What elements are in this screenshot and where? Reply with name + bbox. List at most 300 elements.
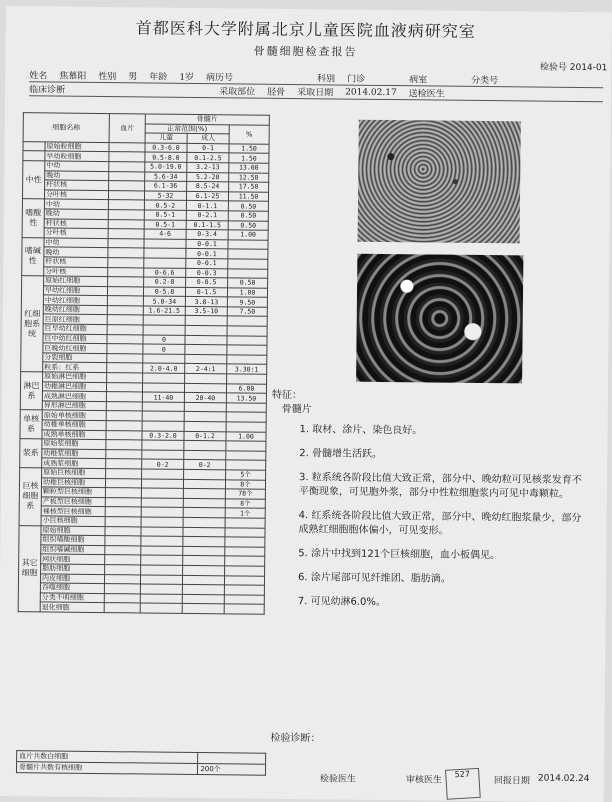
marrow-pct xyxy=(227,345,267,355)
child-range: 0.3-2.0 xyxy=(142,431,184,441)
child-range xyxy=(142,383,184,393)
cell-name: 裸核型巨核细胞 xyxy=(41,506,105,516)
adult-range xyxy=(185,335,227,345)
blood-pct xyxy=(105,488,141,498)
patient-sex: 男 xyxy=(128,72,138,83)
child-range xyxy=(140,584,182,594)
blood-pct xyxy=(107,373,143,383)
header-child: 儿童 xyxy=(145,133,187,143)
cell-name: 幼稚淋巴细胞 xyxy=(42,382,106,392)
cell-name: 异形淋巴细胞 xyxy=(42,401,106,411)
cell-name: 晚幼 xyxy=(44,209,108,219)
cell-name: 杆状核 xyxy=(45,180,109,190)
cell-name: 晚幼红细胞 xyxy=(43,305,107,315)
marrow-pct: 9.50 xyxy=(227,297,267,307)
adult-range: 0-2.1 xyxy=(186,210,228,220)
child-range: 5-32 xyxy=(144,191,186,201)
blood-pct xyxy=(107,334,143,344)
patient-dept: 门诊 xyxy=(347,74,366,85)
name-label: 姓名 xyxy=(29,71,48,82)
child-range: 0-2 xyxy=(142,459,184,469)
adult-range xyxy=(183,508,225,518)
sex-label: 性别 xyxy=(98,71,117,83)
child-range: 6.1-36 xyxy=(145,181,187,191)
marrow-pct xyxy=(228,259,268,269)
marrow-pct xyxy=(225,547,265,557)
cell-name: 分叶核 xyxy=(44,228,108,238)
adult-range xyxy=(182,575,224,585)
blood-pct xyxy=(105,517,141,527)
cell-name: 巨中幼红细胞 xyxy=(43,334,107,344)
cell-name: 原始细胞 xyxy=(41,525,105,535)
adult-range: 0-1.2 xyxy=(184,431,226,441)
cell-name: 晚幼 xyxy=(44,247,108,257)
blood-pct xyxy=(106,401,142,411)
marrow-pct: 17.50 xyxy=(229,182,269,192)
feature-item: 2. 骨髓增生活跃。 xyxy=(299,448,383,460)
child-range xyxy=(141,546,183,556)
marrow-pct xyxy=(226,422,266,432)
adult-range xyxy=(183,527,225,537)
header-marrow: 骨髓片 xyxy=(145,114,269,125)
marrow-pct xyxy=(228,240,268,250)
cell-name: 小巨核细胞 xyxy=(41,516,105,526)
blood-pct xyxy=(107,286,143,296)
marrow-pct xyxy=(225,566,265,576)
marrow-pct: 0.50 xyxy=(228,211,268,221)
hospital-title: 首都医科大学附属北京儿童医院血液病研究室 xyxy=(135,18,476,41)
blood-pct xyxy=(107,315,143,325)
group-label: 其它细胞 xyxy=(18,525,41,612)
cell-name: 分叶核 xyxy=(44,190,108,200)
patient-info xyxy=(29,68,603,102)
cell-name: 中幼 xyxy=(44,238,108,248)
adult-range: 0-0.5 xyxy=(186,277,228,287)
adult-range: 0-0.1 xyxy=(186,239,228,249)
age-label: 年龄 xyxy=(149,72,168,83)
cell-name: 杆状核 xyxy=(44,257,108,267)
adult-range xyxy=(185,354,227,364)
adult-range: 3.2-13 xyxy=(187,162,229,172)
child-range xyxy=(141,565,183,575)
blood-pct xyxy=(108,277,144,287)
child-range xyxy=(141,526,183,536)
ward-label: 病室 xyxy=(409,75,428,86)
child-range: 0.3-6.0 xyxy=(145,143,187,153)
adult-range xyxy=(184,441,226,451)
marrow-pct xyxy=(225,556,265,566)
group-label: 红细胞系统 xyxy=(21,276,44,372)
cell-name: 杆状核 xyxy=(44,218,108,228)
feature-item: 5. 涂片中找到121个巨核细胞，血小板偶见。 xyxy=(298,548,501,562)
cell-name: 组织嗜酸细胞 xyxy=(41,535,105,545)
site-label: 采取部位 xyxy=(219,87,256,98)
adult-range xyxy=(184,402,226,412)
adult-range xyxy=(185,325,227,335)
header-pct: % xyxy=(229,124,269,144)
cell-name: 中幼 xyxy=(45,161,109,171)
report-date: 2014.02.24 xyxy=(537,773,590,785)
child-range xyxy=(141,555,183,565)
marrow-pct xyxy=(227,316,267,326)
report-date-label: 回报日期 xyxy=(493,776,530,787)
child-range: 2.0-4.0 xyxy=(143,363,185,373)
marrow-pct xyxy=(226,403,266,413)
blood-pct xyxy=(106,440,142,450)
cell-name: 粒系：红系 xyxy=(43,362,107,372)
marrow-pct xyxy=(227,355,267,365)
marrow-pct: 1个 xyxy=(225,508,265,518)
adult-range xyxy=(182,604,224,614)
blood-pct xyxy=(108,267,144,277)
blood-pct xyxy=(108,190,144,200)
blood-pct xyxy=(106,421,142,431)
marrow-pct: 1.00 xyxy=(227,288,267,298)
adult-range xyxy=(184,421,226,431)
adult-range xyxy=(182,584,224,594)
marrow-pct: 1.50 xyxy=(229,153,269,163)
group-label: 中性 xyxy=(22,161,44,200)
blood-pct xyxy=(109,171,145,181)
adult-range: 0-2 xyxy=(184,460,226,470)
features-subheading: 骨髓片 xyxy=(281,403,312,416)
adult-range: 0-0.3 xyxy=(186,268,228,278)
bone-marrow-micrograph-high xyxy=(356,254,523,384)
blood-pct xyxy=(108,219,144,229)
date-label: 采取日期 xyxy=(297,88,334,99)
marrow-pct xyxy=(228,268,268,278)
child-range xyxy=(143,325,185,335)
child-range xyxy=(140,603,182,613)
blood-pct xyxy=(106,469,142,479)
cell-count-table xyxy=(18,112,270,614)
child-range xyxy=(142,469,184,479)
adult-range: 20-40 xyxy=(184,393,226,403)
marrow-pct: 8个 xyxy=(225,479,265,489)
features-heading: 特征： xyxy=(271,389,302,402)
blood-pct xyxy=(108,257,144,267)
marrow-pct xyxy=(224,575,264,585)
cell-name: 原始单核细胞 xyxy=(42,410,106,420)
child-range xyxy=(142,440,184,450)
cell-name: 分裂细胞 xyxy=(43,353,107,363)
cell-name: 组织嗜碱细胞 xyxy=(41,545,105,555)
marrow-pct: 12.50 xyxy=(229,172,269,182)
patient-age: 1岁 xyxy=(179,72,195,83)
child-range: 0.5-1 xyxy=(144,219,186,229)
child-range xyxy=(141,479,183,489)
clinical-diagnosis-label: 临床诊断 xyxy=(29,85,66,96)
features-section xyxy=(270,389,592,622)
cell-name: 早幼红细胞 xyxy=(43,286,107,296)
cell-name: 分类不明细胞 xyxy=(40,593,104,603)
header-adult: 成人 xyxy=(187,134,229,144)
marrow-pct: 0.50 xyxy=(228,220,268,230)
marrow-pct: 7.50 xyxy=(227,307,267,317)
marrow-count: 200个 xyxy=(198,764,266,776)
header-blood: 血片 xyxy=(109,114,145,143)
adult-range xyxy=(184,469,226,479)
marrow-pct xyxy=(226,441,266,451)
child-range xyxy=(140,574,182,584)
child-range: 0 xyxy=(143,335,185,345)
child-range: 4-6 xyxy=(144,229,186,239)
child-range xyxy=(142,402,184,412)
reviewer-label: 审核医生 xyxy=(405,775,442,786)
blood-pct xyxy=(105,497,141,507)
blood-pct xyxy=(104,603,140,613)
feature-item: 4. 红系统各阶段比值大致正常，部分中、晚幼红胞浆量少，部分成熟红细胞胞体偏小，可见变形。 xyxy=(298,510,582,537)
cell-name: 网状细胞 xyxy=(41,554,105,564)
child-range: 5.0-19.0 xyxy=(145,162,187,172)
adult-range: 6.1-25 xyxy=(186,191,228,201)
adult-range: 2-4:1 xyxy=(185,364,227,374)
marrow-pct xyxy=(225,518,265,528)
cell-name: 脂肪细胞 xyxy=(41,564,105,574)
adult-range xyxy=(183,479,225,489)
child-range: 0 xyxy=(143,344,185,354)
blood-pct xyxy=(108,200,144,210)
blood-pct xyxy=(109,181,145,191)
blood-pct xyxy=(108,238,144,248)
cell-name: 成熟淋巴细胞 xyxy=(42,391,106,401)
marrow-pct: 1.50 xyxy=(229,144,269,154)
cell-name: 产板型巨核细胞 xyxy=(41,497,105,507)
adult-range: 5.2-20 xyxy=(187,172,229,182)
marrow-pct xyxy=(225,537,265,547)
child-range xyxy=(144,248,186,258)
adult-range: 0-0.1 xyxy=(186,249,228,259)
adult-range xyxy=(185,373,227,383)
examiner-label: 检验医生 xyxy=(319,774,356,785)
child-range xyxy=(144,258,186,268)
child-range xyxy=(141,517,183,527)
marrow-pct xyxy=(224,595,264,605)
cell-name: 原始粒细胞 xyxy=(45,142,109,152)
child-range: 0.2-8 xyxy=(144,277,186,287)
marrow-pct: 78个 xyxy=(225,489,265,499)
group-label: 嗜酸性 xyxy=(22,199,44,238)
blood-pct xyxy=(108,229,144,239)
child-range xyxy=(142,411,184,421)
adult-range xyxy=(184,383,226,393)
marrow-pct: 0.50 xyxy=(228,201,268,211)
child-range xyxy=(141,507,183,517)
child-range xyxy=(143,315,185,325)
header-cell-name: 细胞名称 xyxy=(23,113,109,143)
report-subtitle: 骨髓细胞检查报告 xyxy=(253,44,358,59)
cell-name: 巨原红细胞 xyxy=(43,314,107,324)
blood-pct xyxy=(104,574,140,584)
adult-range: 3.5-10 xyxy=(185,306,227,316)
blood-pct xyxy=(107,344,143,354)
dept-label: 科别 xyxy=(317,74,336,85)
marrow-pct: 6.00 xyxy=(226,383,266,393)
adult-range: 8.5-24 xyxy=(187,182,229,192)
cell-name: 颗粒型巨核细胞 xyxy=(41,487,105,497)
marrow-pct xyxy=(224,585,264,595)
report-paper xyxy=(0,6,612,802)
child-range: 0.5-2 xyxy=(144,200,186,210)
adult-range: 0.1-2.5 xyxy=(187,153,229,163)
blood-pct xyxy=(106,449,142,459)
adult-range xyxy=(183,537,225,547)
cell-name: 吞噬细胞 xyxy=(40,583,104,593)
child-range: 0-6.6 xyxy=(144,267,186,277)
adult-range: 0-3.4 xyxy=(186,230,228,240)
child-range xyxy=(143,354,185,364)
blood-pct xyxy=(106,382,142,392)
adult-range xyxy=(183,517,225,527)
blood-pct xyxy=(105,507,141,517)
adult-range: 3.8-13 xyxy=(185,297,227,307)
blood-pct xyxy=(109,142,145,152)
marrow-pct: 11.50 xyxy=(228,192,268,202)
marrow-count-label: 骨髓片共数有核细胞 xyxy=(16,762,197,775)
cell-name: 幼稚巨核细胞 xyxy=(41,477,105,487)
child-range xyxy=(143,373,185,383)
blood-pct xyxy=(107,296,143,306)
blood-pct xyxy=(107,305,143,315)
marrow-pct xyxy=(226,451,266,461)
table-row xyxy=(18,602,264,614)
marrow-pct: 0.50 xyxy=(228,278,268,288)
marrow-pct xyxy=(228,249,268,259)
cell-name: 幼稚浆细胞 xyxy=(42,449,106,459)
feature-item: 7. 可见幼淋6.0%。 xyxy=(297,596,386,609)
class-label: 分类号 xyxy=(471,75,499,87)
cell-name: 原始淋巴细胞 xyxy=(43,372,107,382)
serial-number: 检验号 2014-01 xyxy=(539,62,608,74)
cell-name: 退化细胞 xyxy=(40,602,104,612)
bone-marrow-micrograph-low xyxy=(358,120,521,244)
group-label: 巨核细胞系 xyxy=(19,468,42,526)
marrow-pct: 1.00 xyxy=(226,431,266,441)
feature-item: 3. 粒系统各阶段比值大致正常，部分中、晚幼粒可见核浆发育不平衡现象，可见胞外浆，部分中性粒细胞浆内可见中毒颗粒。 xyxy=(298,472,582,500)
record-label: 病历号 xyxy=(206,73,234,84)
blood-pct xyxy=(106,430,142,440)
blood-pct xyxy=(105,536,141,546)
blood-pct xyxy=(105,526,141,536)
adult-range xyxy=(183,489,225,499)
header-normal: 正常范围(%) xyxy=(145,124,229,134)
blood-pct xyxy=(105,478,141,488)
marrow-pct xyxy=(227,326,267,336)
child-range: 0-5.8 xyxy=(143,287,185,297)
child-range xyxy=(142,450,184,460)
cell-name: 幼稚单核细胞 xyxy=(42,420,106,430)
blood-pct xyxy=(107,353,143,363)
adult-range xyxy=(183,565,225,575)
doctor-label: 送检医生 xyxy=(408,89,445,100)
marrow-pct: 3.30:1 xyxy=(227,364,267,374)
blood-pct xyxy=(105,555,141,565)
marrow-pct: 8个 xyxy=(225,499,265,509)
marrow-pct: 5个 xyxy=(226,470,266,480)
marrow-pct xyxy=(225,527,265,537)
cell-name: 成熟单核细胞 xyxy=(42,429,106,439)
blood-pct xyxy=(105,545,141,555)
sample-site: 胫骨 xyxy=(267,87,286,98)
marrow-pct xyxy=(227,374,267,384)
blood-pct xyxy=(107,325,143,335)
child-range xyxy=(142,421,184,431)
cell-name: 分叶核 xyxy=(44,266,108,276)
child-range xyxy=(141,498,183,508)
blood-pct xyxy=(108,210,144,220)
blood-pct xyxy=(104,593,140,603)
cell-name: 内皮细胞 xyxy=(40,573,104,583)
blood-pct xyxy=(106,459,142,469)
blood-pct xyxy=(105,564,141,574)
child-range: 0.5-1 xyxy=(144,210,186,220)
blood-pct xyxy=(106,392,142,402)
cell-name: 中幼 xyxy=(44,199,108,209)
cell-name: 原始红细胞 xyxy=(44,276,108,286)
stamp: 527 xyxy=(445,768,481,800)
adult-range: 0.1-1.5 xyxy=(186,220,228,230)
adult-range: 0-1.5 xyxy=(185,287,227,297)
feature-item: 1. 取材、涂片、染色良好。 xyxy=(299,424,423,437)
group-label: 淋巴系 xyxy=(20,372,42,411)
group-label: 浆系 xyxy=(20,439,42,468)
feature-item: 6. 涂片尾部可见纤维团、脂肪滴。 xyxy=(297,572,451,585)
child-range: 1.6-21.5 xyxy=(143,306,185,316)
marrow-pct xyxy=(227,335,267,345)
adult-range xyxy=(183,546,225,556)
marrow-pct: 13.00 xyxy=(229,163,269,173)
child-range xyxy=(144,239,186,249)
adult-range xyxy=(184,450,226,460)
child-range xyxy=(141,488,183,498)
adult-range xyxy=(185,316,227,326)
blood-count-label: 血片共数白细胞 xyxy=(17,751,198,764)
marrow-pct: 13.50 xyxy=(226,393,266,403)
blood-pct xyxy=(107,363,143,373)
diagnosis-label: 检验诊断： xyxy=(270,732,321,745)
patient-name: 焦慕阳 xyxy=(59,71,87,82)
marrow-pct xyxy=(226,412,266,422)
child-range xyxy=(141,536,183,546)
cell-name: 原始浆细胞 xyxy=(42,439,106,449)
child-range: 5.6-34 xyxy=(145,172,187,182)
group-label: 单核系 xyxy=(20,410,42,439)
adult-range: 0-1 xyxy=(187,143,229,153)
group-label: 嗜碱性 xyxy=(22,237,44,276)
child-range: 11-40 xyxy=(142,392,184,402)
marrow-pct xyxy=(224,604,264,614)
cell-name: 巨晚幼红细胞 xyxy=(43,343,107,353)
adult-range xyxy=(182,594,224,604)
cell-name: 成熟浆细胞 xyxy=(42,458,106,468)
child-range: 5.0-34 xyxy=(143,296,185,306)
adult-range xyxy=(183,498,225,508)
adult-range xyxy=(185,345,227,355)
blood-pct xyxy=(109,162,145,172)
cell-name: 巨早幼红细胞 xyxy=(43,324,107,334)
child-range: 0.5-8.0 xyxy=(145,152,187,162)
child-range xyxy=(140,594,182,604)
cell-name: 中幼红细胞 xyxy=(43,295,107,305)
adult-range: 0-1.1 xyxy=(186,201,228,211)
cell-name: 晚幼 xyxy=(45,170,109,180)
blood-pct xyxy=(109,152,145,162)
adult-range xyxy=(183,556,225,566)
marrow-pct: 1.00 xyxy=(228,230,268,240)
adult-range: 0-0.1 xyxy=(186,258,228,268)
blood-pct xyxy=(104,584,140,594)
marrow-pct xyxy=(226,460,266,470)
